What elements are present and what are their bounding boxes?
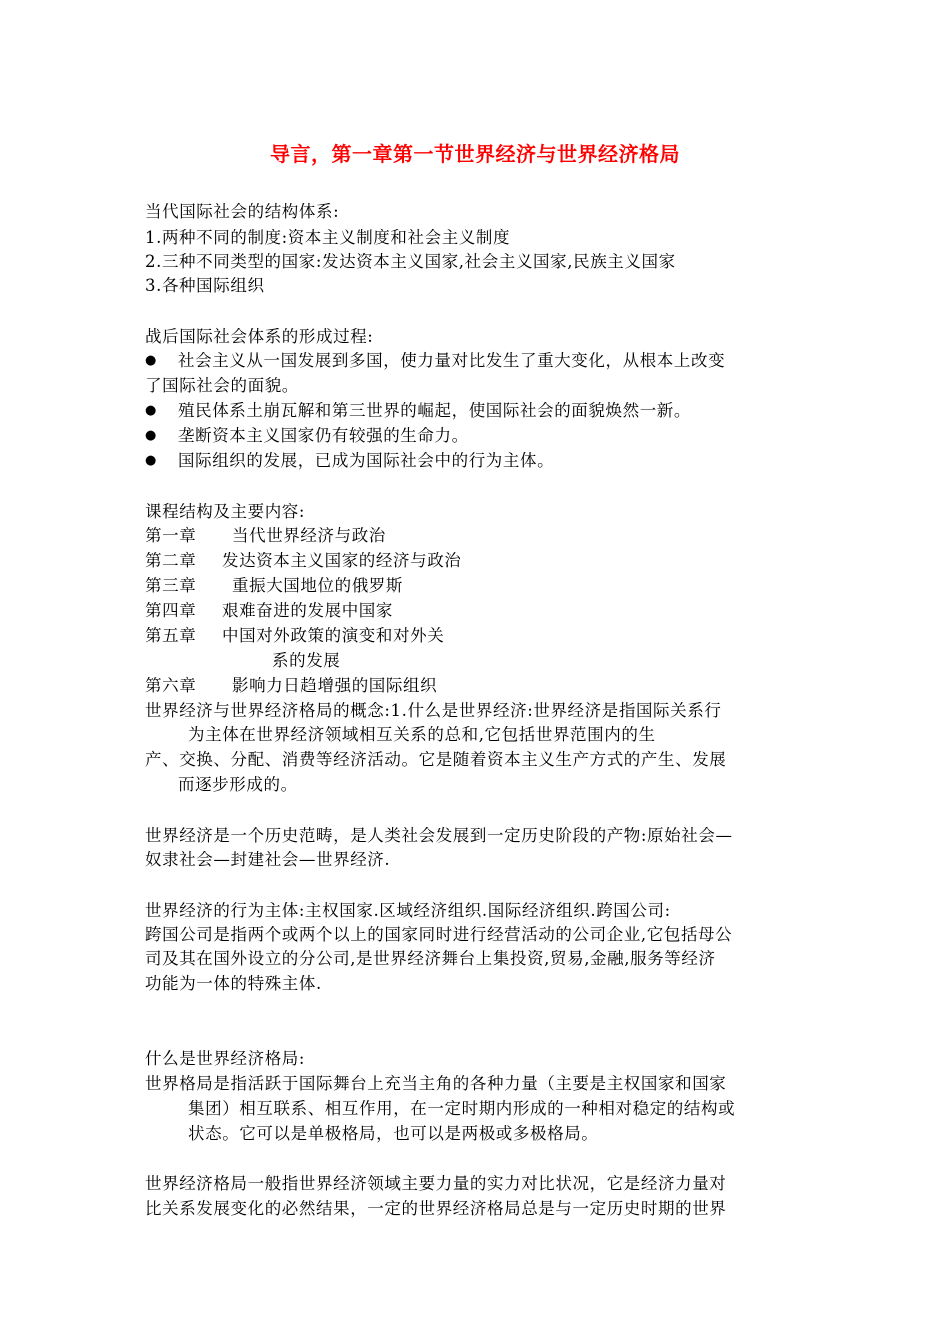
pattern-heading: 什么是世界经济格局: (145, 1049, 306, 1068)
economic-pattern-line-2: 比关系发展变化的必然结果，一定的世界经济格局总是与一定历史时期的世界 (145, 1199, 727, 1218)
concept-line-4: 而逐步形成的。 (178, 775, 298, 794)
course-heading: 课程结构及主要内容: (145, 502, 306, 521)
actors-line-3: 司及其在国外设立的分公司,是世界经济舞台上集投资,贸易,金融,服务等经济 (145, 949, 716, 968)
structure-heading: 当代国际社会的结构体系: (145, 202, 340, 221)
chapter-number: 第一章 (145, 526, 197, 545)
chapter-title: 重振大国地位的俄罗斯 (232, 576, 403, 595)
concept-line-3: 产、交换、分配、消费等经济活动。它是随着资本主义生产方式的产生、发展 (145, 750, 727, 769)
history-line-2: 奴隶社会—封建社会—世界经济. (145, 850, 391, 869)
chapter-title: 发达资本主义国家的经济与政治 (222, 551, 462, 570)
bullet-icon: ● (145, 453, 157, 468)
chapter-number: 第二章 (145, 551, 197, 570)
actors-line-1: 世界经济的行为主体:主权国家.区域经济组织.国际经济组织.跨国公司: (145, 901, 671, 920)
concept-line-2: 为主体在世界经济领域相互关系的总和,它包括世界范围内的生 (188, 725, 656, 744)
formation-bullet-1-cont: 了国际社会的面貌。 (145, 376, 299, 395)
structure-item-3: 3.各种国际组织 (145, 276, 265, 295)
chapter-title-cont: 系的发展 (272, 651, 341, 670)
chapter-title: 当代世界经济与政治 (232, 526, 386, 545)
pattern-line-2: 集团）相互联系、相互作用，在一定时期内形成的一种相对稳定的结构或 (188, 1099, 736, 1118)
formation-bullet-3: 垄断资本主义国家仍有较强的生命力。 (178, 426, 469, 445)
economic-pattern-line-1: 世界经济格局一般指世界经济领域主要力量的实力对比状况，它是经济力量对 (145, 1174, 727, 1193)
chapter-title: 艰难奋进的发展中国家 (222, 601, 393, 620)
bullet-icon: ● (145, 403, 157, 418)
bullet-icon: ● (145, 428, 157, 443)
formation-bullet-2: 殖民体系土崩瓦解和第三世界的崛起，使国际社会的面貌焕然一新。 (178, 401, 691, 420)
formation-bullet-4: 国际组织的发展，已成为国际社会中的行为主体。 (178, 451, 555, 470)
bullet-icon: ● (145, 353, 157, 368)
concept-line-1: 世界经济与世界经济格局的概念:1.什么是世界经济:世界经济是指国际关系行 (145, 701, 722, 720)
chapter-number: 第六章 (145, 676, 197, 695)
formation-bullet-1: 社会主义从一国发展到多国，使力量对比发生了重大变化，从根本上改变 (178, 351, 726, 370)
chapter-number: 第五章 (145, 626, 197, 645)
pattern-line-1: 世界格局是指活跃于国际舞台上充当主角的各种力量（主要是主权国家和国家 (145, 1074, 727, 1093)
chapter-title: 影响力日趋增强的国际组织 (232, 676, 438, 695)
structure-item-2: 2.三种不同类型的国家:发达资本主义国家,社会主义国家,民族主义国家 (145, 252, 676, 271)
history-line-1: 世界经济是一个历史范畴，是人类社会发展到一定历史阶段的产物:原始社会— (145, 826, 733, 845)
page-title: 导言，第一章第一节世界经济与世界经济格局 (270, 142, 680, 166)
chapter-number: 第三章 (145, 576, 197, 595)
actors-line-2: 跨国公司是指两个或两个以上的国家同时进行经营活动的公司企业,它包括母公 (145, 925, 733, 944)
pattern-line-3: 状态。它可以是单极格局，也可以是两极或多极格局。 (188, 1124, 599, 1143)
formation-heading: 战后国际社会体系的形成过程: (145, 327, 374, 346)
actors-line-4: 功能为一体的特殊主体. (145, 974, 322, 993)
structure-item-1: 1.两种不同的制度:资本主义制度和社会主义制度 (145, 228, 511, 247)
chapter-title: 中国对外政策的演变和对外关 (222, 626, 445, 645)
chapter-number: 第四章 (145, 601, 197, 620)
